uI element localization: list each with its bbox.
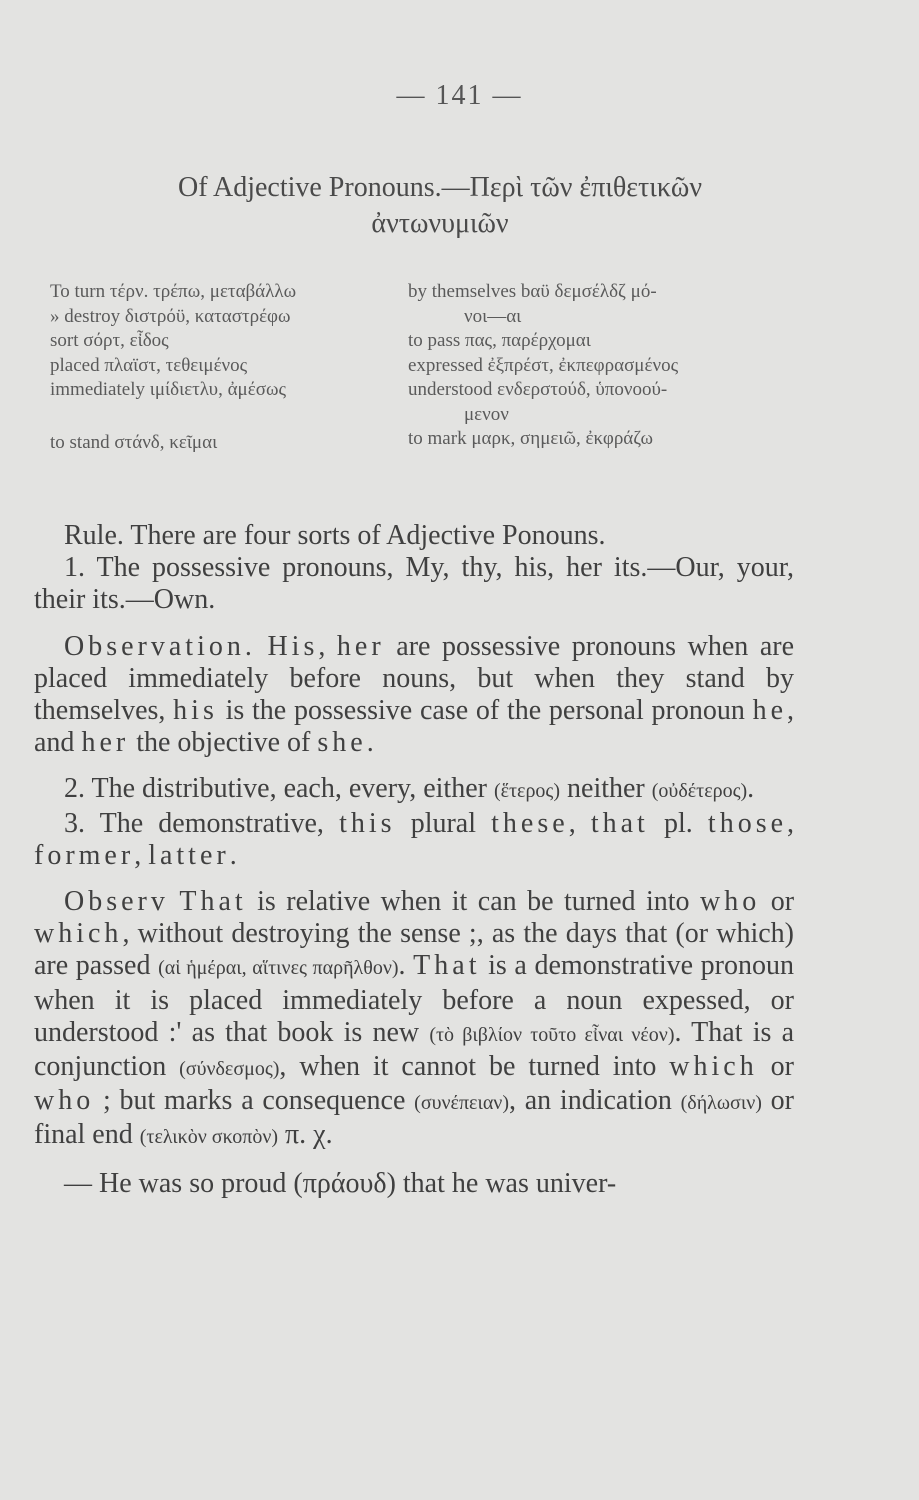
vocab-entry: To turn τέρν. τρέπω, μεταβάλλω (50, 281, 297, 302)
observation-paragraph: Observation. His, her are possessive pronouns when are placed immediately before nouns, but when they stand by themselves, his is the possessive case of the personal pronoun he, and her the objective of she. (34, 630, 795, 759)
observation-label: Observation. (64, 630, 256, 662)
vocab-entry: expressed ἐξπρέστ, ἐκπεφρασμένος (408, 354, 679, 376)
vocab-entry-continuation: μενον (464, 403, 509, 425)
heading-line-2: ἀντωνυμιῶν (371, 208, 509, 239)
last-line: — He was so proud (πράουδ) that he was univer- (64, 1167, 617, 1199)
vocab-entry: sort σόρτ, εἶδος (50, 330, 169, 351)
vocab-entry: placed πλαϊστ, τεθειμένος (50, 354, 248, 376)
heading-line-1: Of Adjective Pronouns.—Περὶ τῶν ἐπιθετικῶν (177, 172, 703, 203)
page-number: — 141 — (396, 80, 523, 111)
item-2-paragraph: 2. The distributive, each, every, either (ἕτερος) neither (οὐδέτερος). (64, 773, 755, 805)
vocabulary-left-column (50, 280, 400, 455)
vocab-entry: understood ενδερστούδ, ὑπονοού- (408, 379, 668, 400)
vocab-entry: » destroy διστρόϋ, καταστρέφω (50, 305, 291, 327)
vocab-entry: by themselves bαϋ δεμσέλδζ μό- (408, 281, 657, 302)
vocabulary-right-column (408, 280, 808, 452)
observ-label: Observ (64, 886, 169, 918)
vocab-entry: to stand στάνδ, κεῖμαι (50, 431, 218, 453)
section-heading (90, 170, 790, 242)
item-3-paragraph: 3. The demonstrative, this plural these, that pl. those, former, latter. (34, 807, 795, 871)
body-text (34, 520, 794, 1200)
vocab-entry: immediately ιμίδιετλυ, ἀμέσως (50, 379, 286, 400)
rule-paragraph: Rule. There are four sorts of Adjective Ponouns. (64, 520, 606, 551)
item-1-paragraph: 1. The possessive pronouns, My, thy, his, her its.—Our, your, their its.—Own. (34, 552, 794, 616)
vocab-entry: to pass πας, παρέρχομαι (408, 330, 591, 351)
vocab-entry-continuation: νοι—αι (464, 305, 522, 327)
vocab-entry: to mark μαρκ, σημειῶ, ἐκφράζω (408, 428, 653, 449)
observ-paragraph: Observ That is relative when it can be turned into who or which, without destroying the sense ;, as the days that (or which) are passed (αἱ ἡμέραι, αἵτινες παρῆλθον). That is a demonstrative pronoun when it is placed immediately before a noun expessed, or understood :' as that book is new (τὸ βιβλίον τοῦτο εἶναι νέον). That is a conjunction (σύνδεσμος), when it cannot be turned into which or who ; but marks a consequence (συνέπειαν), an indication (δήλωσιν) or final end (τελικὸν σκοπὸν) π. χ. (34, 886, 795, 1151)
